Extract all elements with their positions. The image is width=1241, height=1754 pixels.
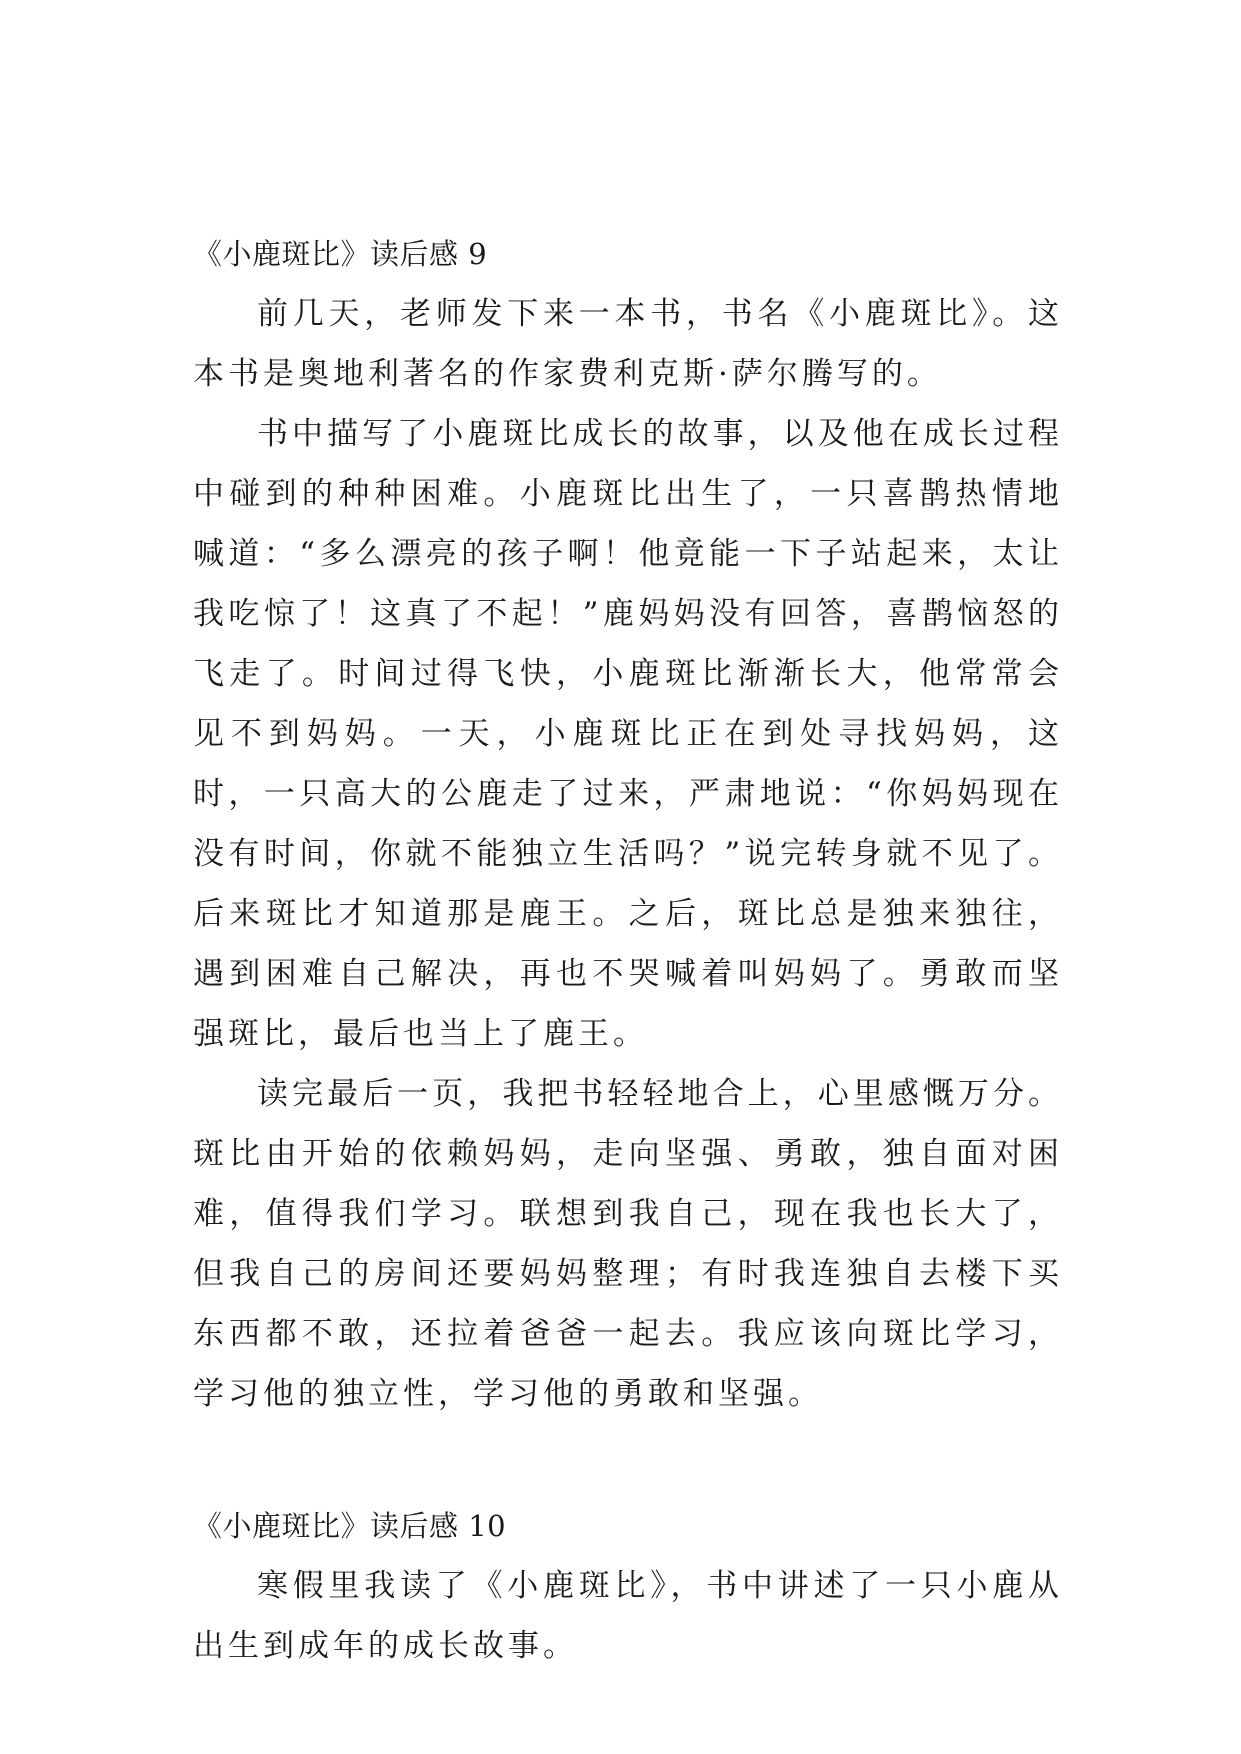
paragraph: 寒假里我读了《小鹿斑比》，书中讲述了一只小鹿从出生到成年的成长故事。 (193, 1568, 1063, 1664)
paragraph: 读完最后一页，我把书轻轻地合上，心里感慨万分。斑比由开始的依赖妈妈，走向坚强、勇敢，独自面对困难，值得我们学习。联想到我自己，现在我也长大了，但我自己的房间还要妈妈整理；有时我连独自去楼下买东西都不敢，还拉着爸爸一起去。我应该向斑比学习，学习他的独立性，学习他的勇敢和坚强。 (193, 1076, 1063, 1412)
section-essay-10 (193, 1496, 1063, 1676)
section-title: 《小鹿斑比》读后感 10 (193, 1509, 507, 1543)
paragraph: 前几天，老师发下来一本书，书名《小鹿斑比》。这本书是奥地利著名的作家费利克斯·萨尔腾写的。 (193, 296, 1063, 392)
section-essay-9 (193, 224, 1063, 1424)
section-spacer (193, 1424, 1063, 1496)
document-body (193, 224, 1063, 1676)
paragraph: 书中描写了小鹿斑比成长的故事，以及他在成长过程中碰到的种种困难。小鹿斑比出生了，一只喜鹊热情地喊道：“多么漂亮的孩子啊！他竟能一下子站起来，太让我吃惊了！这真了不起！”鹿妈妈没有回答，喜鹊恼怒的飞走了。时间过得飞快，小鹿斑比渐渐长大，他常常会见不到妈妈。一天，小鹿斑比正在到处寻找妈妈，这时，一只高大的公鹿走了过来，严肃地说：“你妈妈现在没有时间，你就不能独立生活吗？”说完转身就不见了。后来斑比才知道那是鹿王。之后，斑比总是独来独往，遇到困难自己解决，再也不哭喊着叫妈妈了。勇敢而坚强斑比，最后也当上了鹿王。 (193, 416, 1063, 1052)
section-title: 《小鹿斑比》读后感 9 (193, 237, 488, 271)
